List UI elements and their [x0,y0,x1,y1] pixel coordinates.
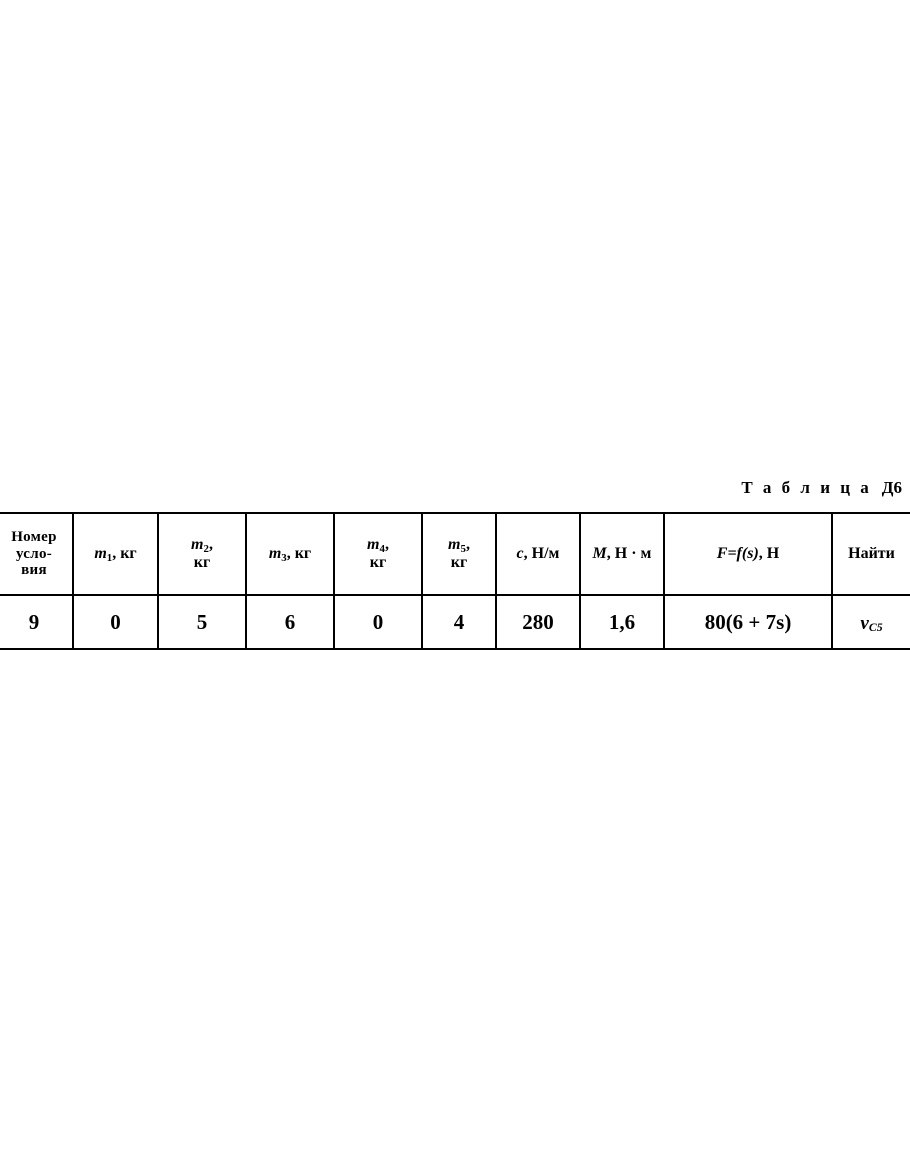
cell-find [832,595,910,649]
header-m3 [246,513,334,595]
cell-m1: 0 [73,595,158,649]
cell-find-symbol: v [860,612,869,634]
header-moment [580,513,664,595]
header-find [832,513,910,595]
header-m2: $m_2$, кг [158,513,246,595]
parameters-table-wrapper [0,512,910,650]
header-m4: $m_4$, кг [334,513,422,595]
cell-force: 80(6 + 7s) [664,595,832,649]
header-moment-unit: , Н · м [606,545,652,563]
header-m3-unit: , кг [286,545,312,563]
cell-find-sub: C5 [868,621,883,635]
table-header-row [0,513,910,595]
header-m5-unit: кг [450,554,468,571]
header-m2-symbol: m [191,536,204,554]
cell-m5: 4 [422,595,496,649]
header-condition-line3: вия [21,562,47,579]
cell-m2: 5 [158,595,246,649]
cell-m4: 0 [334,595,422,649]
header-m1-sub: 1 [106,552,113,565]
cell-condition: 9 [0,595,73,649]
header-m2-sub: 2 [203,543,209,556]
header-stiffness-unit: , Н/м [523,545,560,563]
header-m1-unit: , кг [112,545,137,563]
header-m5-symbol: m [448,536,461,554]
header-force-symbol: F=f(s) [716,545,759,563]
header-m2-unit: кг [193,554,211,571]
header-m3-sub: 3 [281,552,287,565]
header-m4-unit: кг [369,554,387,571]
header-moment-symbol: M [592,545,607,563]
table-row [0,595,910,649]
cell-moment: 1,6 [580,595,664,649]
header-m3-symbol: m [268,545,282,563]
header-find-label: Найти [848,545,895,563]
header-condition-number [0,513,73,595]
header-m5: $m_5$, кг [422,513,496,595]
header-stiffness [496,513,580,595]
header-m1-symbol: m [94,545,107,563]
caption-prefix: Т а б л и ц а [741,478,872,497]
cell-m3: 6 [246,595,334,649]
header-condition-line1: Номер [11,528,57,545]
header-condition-line2: усло- [15,545,53,562]
caption-name: Д6 [881,478,902,497]
parameters-table [0,512,910,650]
header-m5-sub: 5 [460,543,466,556]
header-force-unit: , Н [758,545,780,563]
header-m1 [73,513,158,595]
table-caption [741,478,902,498]
header-m4-symbol: m [367,536,380,554]
header-force [664,513,832,595]
header-m4-sub: 4 [379,543,385,556]
cell-stiffness: 280 [496,595,580,649]
header-stiffness-symbol: c [516,545,524,563]
